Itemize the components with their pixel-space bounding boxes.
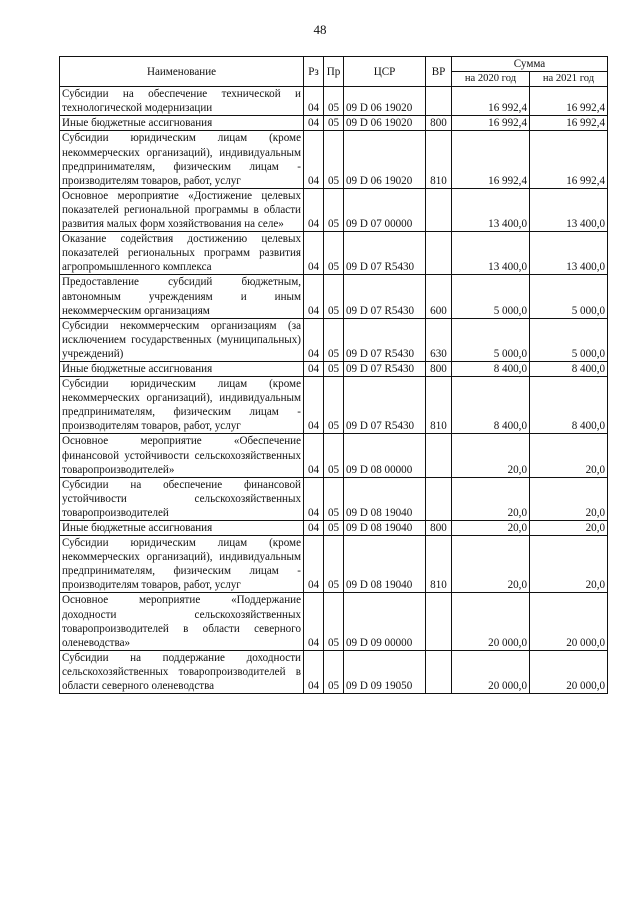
row-name: Субсидии на обеспечение финансовой устойчивости сельскохозяйственных товаропроизводителей [60, 477, 304, 520]
row-sum-2021: 5 000,0 [530, 318, 608, 361]
row-pr: 05 [324, 87, 344, 116]
row-rz: 04 [304, 131, 324, 188]
row-sum-2020: 13 400,0 [452, 188, 530, 231]
budget-table [59, 56, 608, 694]
row-rz: 04 [304, 361, 324, 376]
row-name: Иные бюджетные ассигнования [60, 521, 304, 536]
row-sum-2021: 16 992,4 [530, 116, 608, 131]
row-sum-2021: 20,0 [530, 521, 608, 536]
table-body [60, 87, 608, 694]
row-csr: 09 D 06 19020 [344, 87, 426, 116]
row-vr [426, 188, 452, 231]
header-year-2020: на 2020 год [452, 72, 530, 87]
row-name: Субсидии юридическим лицам (кроме некоммерческих организаций), индивидуальным предпринимателям, физическим лицам - производителям товаров, работ, услуг [60, 377, 304, 434]
row-sum-2020: 20 000,0 [452, 593, 530, 650]
row-vr: 800 [426, 361, 452, 376]
row-rz: 04 [304, 521, 324, 536]
row-csr: 09 D 08 19040 [344, 477, 426, 520]
row-rz: 04 [304, 87, 324, 116]
table-row [60, 434, 608, 477]
table-row [60, 318, 608, 361]
row-pr: 05 [324, 361, 344, 376]
row-sum-2020: 13 400,0 [452, 232, 530, 275]
row-csr: 09 D 08 19040 [344, 521, 426, 536]
row-sum-2021: 13 400,0 [530, 188, 608, 231]
row-rz: 04 [304, 650, 324, 693]
row-sum-2021: 20 000,0 [530, 593, 608, 650]
row-name: Субсидии юридическим лицам (кроме некоммерческих организаций), индивидуальным предпринимателям, физическим лицам - производителям товаров, работ, услуг [60, 536, 304, 593]
row-pr: 05 [324, 318, 344, 361]
table-row [60, 87, 608, 116]
row-pr: 05 [324, 131, 344, 188]
row-pr: 05 [324, 536, 344, 593]
row-rz: 04 [304, 275, 324, 318]
row-sum-2020: 16 992,4 [452, 131, 530, 188]
row-pr: 05 [324, 593, 344, 650]
row-rz: 04 [304, 536, 324, 593]
row-pr: 05 [324, 521, 344, 536]
table-row [60, 131, 608, 188]
row-pr: 05 [324, 232, 344, 275]
row-name: Субсидии юридическим лицам (кроме некоммерческих организаций), индивидуальным предпринимателям, физическим лицам - производителям товаров, работ, услуг [60, 131, 304, 188]
row-pr: 05 [324, 434, 344, 477]
row-sum-2021: 5 000,0 [530, 275, 608, 318]
row-csr: 09 D 07 R5430 [344, 377, 426, 434]
row-vr: 810 [426, 536, 452, 593]
row-sum-2020: 20 000,0 [452, 650, 530, 693]
row-vr: 800 [426, 116, 452, 131]
row-sum-2021: 16 992,4 [530, 131, 608, 188]
row-sum-2021: 13 400,0 [530, 232, 608, 275]
row-rz: 04 [304, 593, 324, 650]
row-name: Иные бюджетные ассигнования [60, 116, 304, 131]
row-sum-2020: 20,0 [452, 434, 530, 477]
row-name: Субсидии на обеспечение технической и технологической модернизации [60, 87, 304, 116]
row-csr: 09 D 07 R5430 [344, 361, 426, 376]
row-rz: 04 [304, 116, 324, 131]
row-sum-2021: 8 400,0 [530, 361, 608, 376]
header-vr: ВР [426, 57, 452, 87]
row-name: Субсидии на поддержание доходности сельскохозяйственных товаропроизводителей в области северного оленеводства [60, 650, 304, 693]
table-row [60, 521, 608, 536]
header-sum: Сумма [452, 57, 608, 72]
row-rz: 04 [304, 434, 324, 477]
row-pr: 05 [324, 650, 344, 693]
table-row [60, 650, 608, 693]
row-sum-2021: 20,0 [530, 477, 608, 520]
header-pr: Пр [324, 57, 344, 87]
row-csr: 09 D 06 19020 [344, 131, 426, 188]
row-sum-2020: 20,0 [452, 521, 530, 536]
row-name: Субсидии некоммерческим организациям (за исключением государственных (муниципальных) учреждений) [60, 318, 304, 361]
row-name: Иные бюджетные ассигнования [60, 361, 304, 376]
row-sum-2021: 8 400,0 [530, 377, 608, 434]
row-name: Оказание содействия достижению целевых показателей региональных программ развития агропромышленного комплекса [60, 232, 304, 275]
row-name: Основное мероприятие «Поддержание доходности сельскохозяйственных товаропроизводителей в области северного оленеводства» [60, 593, 304, 650]
row-csr: 09 D 07 R5430 [344, 275, 426, 318]
row-vr [426, 477, 452, 520]
row-name: Предоставление субсидий бюджетным, автономным учреждениям и иным некоммерческим организациям [60, 275, 304, 318]
row-pr: 05 [324, 116, 344, 131]
row-csr: 09 D 08 00000 [344, 434, 426, 477]
header-rz: Рз [304, 57, 324, 87]
row-csr: 09 D 08 19040 [344, 536, 426, 593]
row-rz: 04 [304, 318, 324, 361]
table-row [60, 593, 608, 650]
row-sum-2020: 5 000,0 [452, 318, 530, 361]
row-sum-2020: 20,0 [452, 477, 530, 520]
table-row [60, 361, 608, 376]
row-csr: 09 D 07 R5430 [344, 318, 426, 361]
table-row [60, 232, 608, 275]
row-vr: 810 [426, 377, 452, 434]
row-vr: 810 [426, 131, 452, 188]
row-sum-2020: 5 000,0 [452, 275, 530, 318]
row-rz: 04 [304, 477, 324, 520]
row-name: Основное мероприятие «Обеспечение финансовой устойчивости сельскохозяйственных товаропроизводителей» [60, 434, 304, 477]
row-sum-2021: 20 000,0 [530, 650, 608, 693]
row-vr [426, 593, 452, 650]
row-sum-2020: 20,0 [452, 536, 530, 593]
table-row [60, 477, 608, 520]
row-vr [426, 434, 452, 477]
row-pr: 05 [324, 377, 344, 434]
row-sum-2021: 20,0 [530, 536, 608, 593]
header-csr: ЦСР [344, 57, 426, 87]
row-csr: 09 D 09 19050 [344, 650, 426, 693]
row-sum-2021: 16 992,4 [530, 87, 608, 116]
row-name: Основное мероприятие «Достижение целевых показателей региональной программы в области развития малых форм хозяйствования на селе» [60, 188, 304, 231]
table-row [60, 377, 608, 434]
row-rz: 04 [304, 188, 324, 231]
row-sum-2020: 8 400,0 [452, 361, 530, 376]
row-rz: 04 [304, 232, 324, 275]
row-csr: 09 D 07 R5430 [344, 232, 426, 275]
row-vr: 630 [426, 318, 452, 361]
table-row [60, 275, 608, 318]
row-sum-2020: 16 992,4 [452, 116, 530, 131]
header-name: Наименование [60, 57, 304, 87]
page-number: 48 [313, 22, 327, 37]
row-sum-2020: 16 992,4 [452, 87, 530, 116]
row-vr [426, 232, 452, 275]
table-row [60, 536, 608, 593]
row-sum-2021: 20,0 [530, 434, 608, 477]
row-vr: 600 [426, 275, 452, 318]
row-vr: 800 [426, 521, 452, 536]
header-year-2021: на 2021 год [530, 72, 608, 87]
row-csr: 09 D 09 00000 [344, 593, 426, 650]
row-sum-2020: 8 400,0 [452, 377, 530, 434]
row-pr: 05 [324, 188, 344, 231]
row-pr: 05 [324, 477, 344, 520]
row-vr [426, 87, 452, 116]
row-rz: 04 [304, 377, 324, 434]
table-row [60, 116, 608, 131]
table-row [60, 188, 608, 231]
row-csr: 09 D 06 19020 [344, 116, 426, 131]
row-csr: 09 D 07 00000 [344, 188, 426, 231]
row-pr: 05 [324, 275, 344, 318]
row-vr [426, 650, 452, 693]
